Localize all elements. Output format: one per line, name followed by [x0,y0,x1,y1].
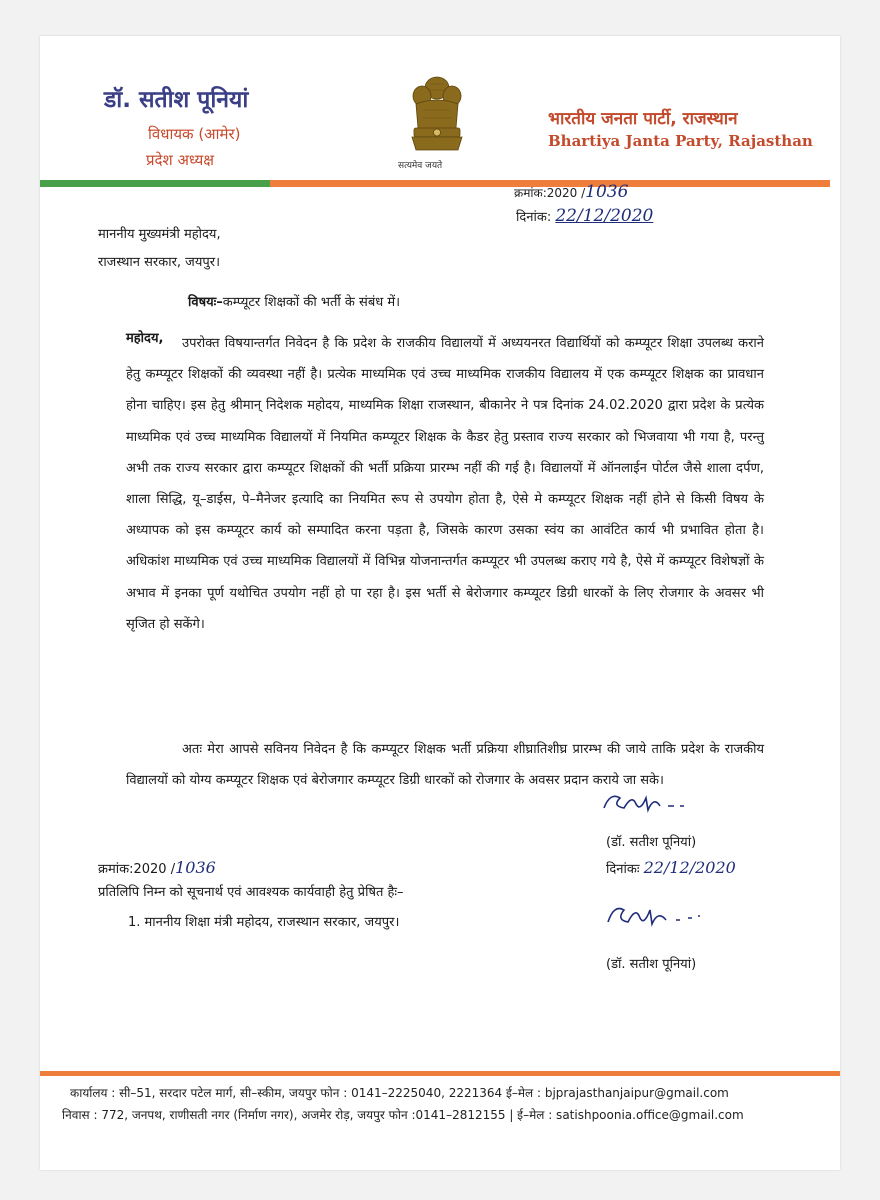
header-divider-green [40,180,270,187]
reference-number [514,182,628,202]
date-label: दिनांक: [516,210,552,225]
footer-residence-address: निवास : 772, जनपथ, राणीसती नगर (निर्माण नगर), अजमेर रोड़, जयपुर फोन :0141–2812155 | ई–मेल : satishpoonia.office@gmail.com [62,1108,744,1122]
body-paragraph-2-text: अतः मेरा आपसे सविनय निवेदन है कि कम्प्यूटर शिक्षक भर्ती प्रक्रिया शीघ्रातिशीघ्र प्रारम्भ की जाये ताकि प्रदेश के राजकीय विद्यालयों को योग्य कम्प्यूटर शिक्षक एवं बेरोजगार कम्प्यूटर डिग्री धारकों को रोजगार के अवसर प्रदान कराये जा सके। [126,742,764,788]
copy-reference [98,858,216,877]
signature-1 [598,786,718,818]
handwritten-date: 22/12/2020 [555,206,654,226]
copy-signatory-name: (डॉ. सतीश पूनियां) [606,957,697,972]
subject-label: विषयः– [188,295,223,310]
copy-reference-label: क्रमांक:2020 / [98,862,176,877]
letterhead-designation-president: प्रदेश अध्यक्ष [146,151,215,169]
emblem-motto: सत्यमेव जयते [398,161,443,171]
reference-label: क्रमांक:2020 / [514,186,586,200]
handwritten-signature-icon [598,786,718,818]
addressee-line-2: राजस्थान सरकार, जयपुर। [98,255,221,270]
footer-office-address: कार्यालय : सी–51, सरदार पटेल मार्ग, सी–स्कीम, जयपुर फोन : 0141–2225040, 2221364 ई–मेल : bjprajasthanjaipur@gmail.com [70,1086,729,1100]
copy-item-1: 1. माननीय शिक्षा मंत्री महोदय, राजस्थान सरकार, जयपुर। [128,915,400,930]
signature-date-line [606,858,736,877]
footer-divider [40,1071,840,1076]
party-name-english: Bhartiya Janta Party, Rajasthan [548,132,813,150]
body-paragraph-1-text: उपरोक्त विषयान्तर्गत निवेदन है कि प्रदेश के राजकीय विद्यालयों में अध्ययनरत विद्यार्थियों को कम्प्यूटर शिक्षा उपलब्ध कराने हेतु कम्प्यूटर शिक्षकों की व्यवस्था नहीं है। प्रत्येक माध्यमिक एवं उच्च माध्यमिक राजकीय विद्यालय में एक कम्प्यूटर शिक्षक का प्रावधान होना चाहिए। इस हेतु श्रीमान् निदेशक महोदय, माध्यमिक शिक्षा राजस्थान, बीकानेर ने पत्र दिनांक 24.02.2020 द्वारा प्रदेश के प्रत्येक माध्यमिक एवं उच्च माध्यमिक विद्यालयों में नियमित कम्प्यूटर शिक्षक के कैडर हेतु प्रस्ताव राज्य सरकार को भिजवाया भी गया है, परन्तु अभी तक राज्य सरकार द्वारा कम्प्यूटर शिक्षकों की भर्ती प्रक्रिया प्रारम्भ नहीं की गई है। विद्यालयों में ऑनलाईन पोर्टल जैसे शाला दर्पण, शाला सिद्धि, यू–डाईस, पे–मैनेजर इत्यादि का नियमित रूप से उपयोग होता है, ऐसे मे कम्प्यूटर शिक्षक नहीं होने से किसी विषय के अध्यापक को इस कम्प्यूटर कार्य को सम्पादित करना पड़ता है, जिसके कारण उसका स्वंय का आवंटित कार्य भी प्रभावित होता है। अधिकांश माध्यमिक एवं उच्च माध्यमिक विद्यालयों में विभिन्न योजनान्तर्गत कम्प्यूटर भी उपलब्ध कराए गये है, ऐसे में कम्प्यूटर विशेषज्ञों के अभाव में इनका पूर्ण यथोचित उपयोग नहीं हो पा रहा है। इस भर्ती से बेरोजगार कम्प्यूटर डिग्री धारकों के लिए रोजगार के अवसर भी सृजित हो सकेंगे। [126,336,764,632]
party-name-hindi: भारतीय जनता पार्टी, राजस्थान [548,109,738,129]
letter-page [40,36,840,1170]
signature-date-label: दिनांकः [606,862,640,877]
signature-handwritten-date: 22/12/2020 [643,858,736,877]
national-emblem [398,70,470,180]
subject-line [188,292,400,310]
subject-text: कम्प्यूटर शिक्षकों की भर्ती के संबंध में। [222,295,401,310]
copy-intro: प्रतिलिपि निम्न को सूचनार्थ एवं आवश्यक कार्यवाही हेतु प्रेषित हैः– [98,885,404,900]
signature-2 [600,898,730,932]
letterhead-name: डॉ. सतीश पूनियां [104,87,249,113]
copy-handwritten-number: 1036 [175,858,216,877]
handwritten-signature-icon [600,898,730,932]
addressee-line-1: माननीय मुख्यमंत्री महोदय, [98,227,221,242]
reference-date [516,206,653,226]
signatory-name: (डॉ. सतीश पूनियां) [606,835,697,850]
letterhead-designation-mla: विधायक (आमेर) [148,125,241,143]
body-paragraph-1 [126,328,764,640]
reference-handwritten-number: 1036 [585,182,629,202]
salutation: महोदय, [126,331,164,346]
